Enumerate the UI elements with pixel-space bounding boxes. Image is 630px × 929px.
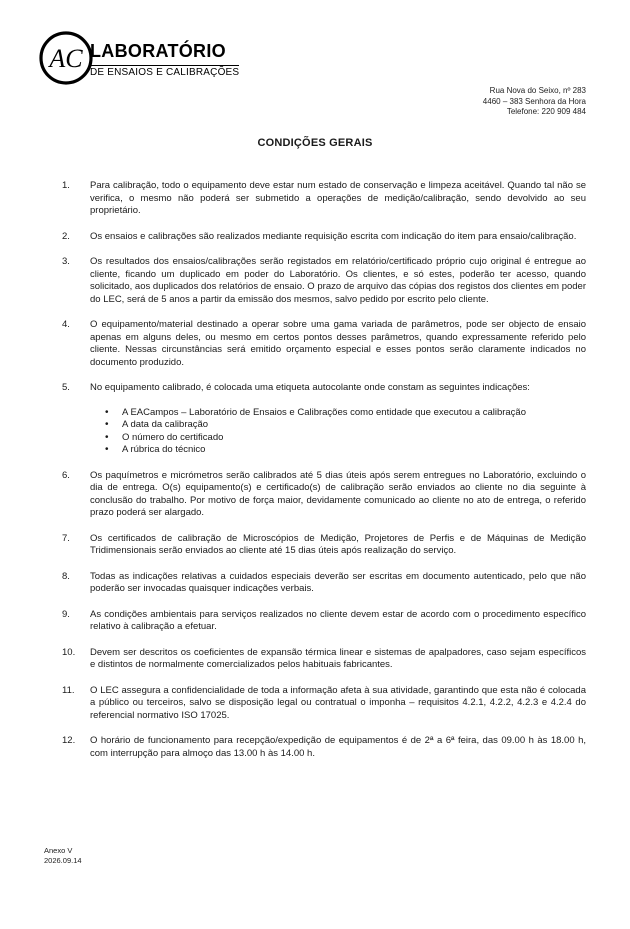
- indication-text: A rúbrica do técnico: [122, 444, 206, 455]
- condition-item: [62, 533, 586, 558]
- logo-title: LABORATÓRIO: [90, 41, 226, 61]
- condition-number: 9.: [62, 608, 70, 620]
- condition-text: Os resultados dos ensaios/calibrações serão registados em relatório/certificado próprio cujo original é entregue ao cliente, ficando um duplicado em poder do Laboratório. Os clientes, e só estes, poderão ter acesso, quando solicitado, aos duplicados dos relatórios de ensaio. O prazo de arquivo das cópias dos registos dos clientes em poder do LEC, será de 5 anos a partir da emissão dos mesmos, salvo pedido por escrito pelo cliente.: [90, 256, 586, 305]
- page-title: CONDIÇÕES GERAIS: [257, 137, 373, 149]
- condition-item: [62, 180, 586, 218]
- condition-text: Todas as indicações relativas a cuidados especiais deverão ser escritas em documento autenticado, pelo que não poderão ser invocadas quaisquer indicações verbais.: [90, 570, 586, 594]
- bullet-icon: •: [105, 444, 109, 455]
- condition-text: Devem ser descritos os coeficientes de expansão térmica linear e sistemas de apalpadores, caso sejam específicos e distintos de normalmente comercializados pelos habituais fabricantes.: [90, 646, 586, 670]
- condition-item: [62, 256, 586, 306]
- condition-number: 6.: [62, 469, 70, 481]
- condition-text: O equipamento/material destinado a operar sobre uma gama variada de parâmetros, pode ser objecto de ensaio apenas em alguns deles, ou mesmo em certos pontos desses parâmetros, quando expressamente referido pelo cliente. Nessas circunstâncias será emitido orçamento especial e esses pontos serão claramente indicados no documento produzido.: [90, 319, 586, 368]
- condition-item: [62, 382, 586, 457]
- label-indications-list: [90, 407, 586, 457]
- condition-item: [62, 319, 586, 369]
- condition-item: [62, 609, 586, 634]
- bullet-icon: •: [105, 406, 109, 418]
- condition-number: 7.: [62, 532, 70, 544]
- condition-item: [62, 470, 586, 520]
- condition-number: 4.: [62, 319, 70, 330]
- svg-text:AC: AC: [49, 44, 83, 73]
- condition-number: 1.: [62, 180, 70, 191]
- condition-text: Os ensaios e calibrações são realizados mediante requisição escrita com indicação do item para ensaio/calibração.: [90, 230, 577, 242]
- condition-text: As condições ambientais para serviços realizados no cliente devem estar de acordo com o procedimento específico relativo à calibração a efetuar.: [90, 608, 586, 632]
- address-street: Rua Nova do Seixo, nº 283: [489, 86, 586, 95]
- indication-item: [105, 432, 586, 445]
- indication-text: A EACampos – Laboratório de Ensaios e Calibrações como entidade que executou a calibração: [122, 406, 527, 418]
- condition-text: O horário de funcionamento para recepção/expedição de equipamentos é de 2ª a 6ª feira, das 09.00 h às 18.00 h, com interrupção para almoço das 13.00 h às 14.00 h.: [90, 735, 586, 759]
- condition-number: 11.: [62, 684, 75, 696]
- condition-text: No equipamento calibrado, é colocada uma etiqueta autocolante onde constam as seguintes indicações:: [90, 382, 530, 393]
- indication-text: O número do certificado: [122, 431, 224, 443]
- company-address: [483, 86, 586, 118]
- condition-item: [62, 647, 586, 672]
- condition-text: O LEC assegura a confidencialidade de toda a informação afeta à sua atividade, garantindo que esta não é colocada a público ou terceiros, salvo se disposição legal ou contratual o imponha – requisitos 4.2.1, 4.2.2, 4.2.3 e 4.2.4 do referencial normativo ISO 17025.: [90, 684, 586, 721]
- condition-number: 3.: [62, 256, 70, 267]
- address-postal: 4460 – 383 Senhora da Hora: [482, 96, 586, 106]
- indication-item: [105, 444, 586, 457]
- indication-item: [105, 419, 586, 432]
- condition-item: [62, 685, 586, 723]
- document-date: 2026.09.14: [44, 856, 82, 865]
- document-footer: [44, 846, 82, 866]
- conditions-list: [62, 180, 586, 773]
- condition-item: [62, 735, 586, 760]
- condition-number: 10.: [62, 646, 76, 658]
- condition-number: 2.: [62, 230, 70, 242]
- annex-label: Anexo V: [44, 846, 73, 855]
- logo-subtitle: DE ENSAIOS E CALIBRAÇÕES: [90, 67, 240, 78]
- condition-text: Para calibração, todo o equipamento deve estar num estado de conservação e limpeza aceitável. Quando tal não se verifica, o mesmo não poderá ser submetido a operações de medição/calibração, sendo devolvido ao seu proprietário.: [90, 180, 586, 216]
- condition-number: 5.: [62, 382, 70, 393]
- condition-text: Os paquímetros e micrómetros serão calibrados até 5 dias úteis após serem entregues no Laboratório, excluindo o dia de entrega. O(s) equipamento(s) e certificado(s) de calibração serão enviados ao cliente no dia seguinte à conclusão do trabalho. Por motivo de força maior, devidamente comunicado ao cliente no ato de entrega, o referido prazo poderá ser alargado.: [90, 469, 586, 518]
- condition-number: 12.: [62, 735, 76, 746]
- company-logo: [38, 30, 240, 86]
- indication-text: A data da calibração: [122, 419, 209, 430]
- condition-item: [62, 571, 586, 596]
- address-phone: Telefone: 220 909 484: [506, 107, 586, 116]
- logo-monogram-icon: [38, 30, 94, 86]
- condition-text: Os certificados de calibração de Microscópios de Medição, Projetores de Perfis e de Máquinas de Medição Tridimensionais serão enviados ao cliente até 15 dias úteis após realização do serviço.: [90, 532, 586, 556]
- bullet-icon: •: [105, 419, 109, 430]
- bullet-icon: •: [105, 431, 109, 443]
- condition-item: [62, 231, 586, 244]
- indication-item: [105, 407, 586, 420]
- condition-number: 8.: [62, 570, 70, 582]
